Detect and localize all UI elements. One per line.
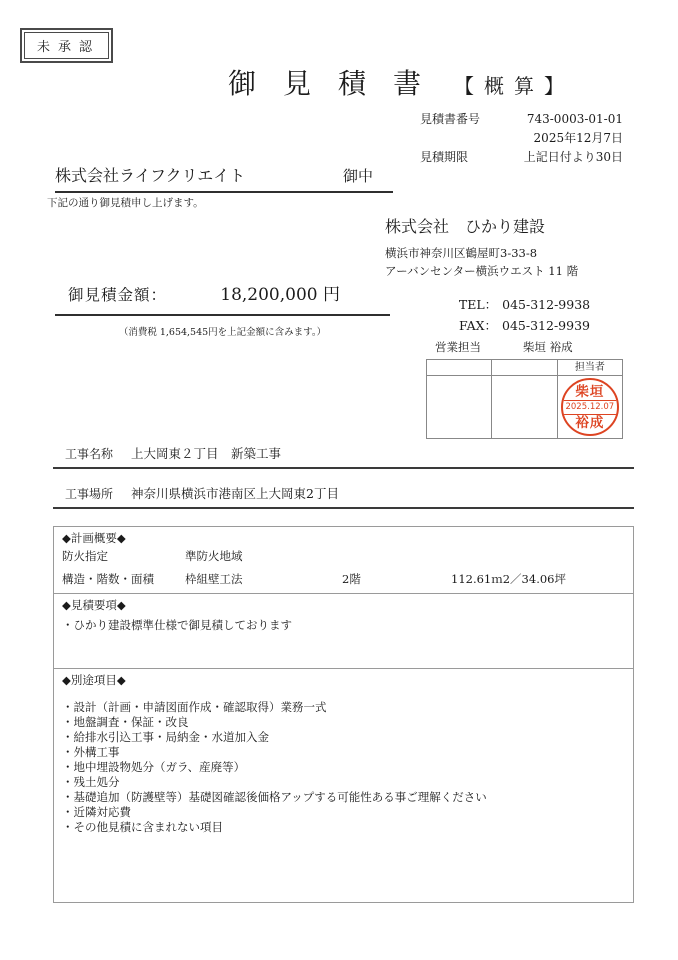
customer-line (55, 163, 393, 193)
issuer-address-line2: アーバンセンター横浜ウエスト 11 階 (385, 264, 579, 278)
separate-item: ・近隣対応費 (62, 805, 131, 819)
project-location-row (53, 484, 634, 509)
structure-area: 112.61ｍ2／34.06坪 (451, 572, 566, 586)
estimate-date-row (420, 129, 623, 148)
detail-box (53, 526, 634, 903)
estimate-number-value: 743-0003-01-01 (526, 112, 623, 126)
approval-col-2-header (492, 360, 557, 376)
project-name-value: 上大岡東２丁目 新築工事 (131, 446, 282, 461)
amount-value: 18,200,000 円 (220, 285, 340, 305)
approval-table (426, 359, 623, 439)
hanko-given-name: 裕成 (575, 414, 605, 431)
separate-item: ・外構工事 (62, 745, 120, 759)
approval-col-1-header (427, 360, 492, 376)
structure-floors: 2階 (342, 572, 361, 586)
amount-row (55, 280, 390, 316)
unapproved-stamp (20, 28, 113, 63)
estimate-deadline-label: 見積期限 (420, 150, 469, 164)
tel-number: 045-312-9938 (502, 297, 591, 312)
estimate-number-label: 見積書番号 (420, 112, 481, 126)
fire-designation-label: 防火指定 (62, 549, 108, 563)
separate-item: ・基礎追加（防護壁等）基礎図確認後価格アップする可能性ある事ご理解ください (62, 790, 487, 804)
sales-name: 柴垣 裕成 (523, 340, 573, 354)
estimate-deadline-value: 上記日付より30日 (523, 150, 623, 164)
unapproved-label: 未承認 (37, 40, 101, 55)
document-title (228, 62, 574, 102)
document-title-main: 御見積書 (228, 67, 449, 100)
separate-items-section (54, 669, 633, 902)
estimate-terms-item: ・ひかり建設標準仕様で御見積しております (62, 618, 292, 632)
tel-label: TEL： (458, 297, 498, 312)
sales-label: 営業担当 (435, 340, 481, 354)
separate-item: ・残土処分 (62, 775, 120, 789)
separate-item: ・地中埋設物処分（ガラ、産廃等） (62, 760, 246, 774)
separate-item: ・設計（計画・申請図面作成・確認取得）業務一式 (62, 700, 327, 714)
fax-label: FAX： (459, 318, 498, 333)
issuer-address-line1: 横浜市神奈川区鶴屋町3-33-8 (385, 246, 538, 260)
hanko-stamp (561, 378, 619, 436)
project-name-row (53, 444, 634, 469)
structure-label: 構造・階数・面積 (62, 572, 154, 586)
hanko-surname: 柴垣 (575, 383, 605, 400)
structure-method: 枠組壁工法 (185, 572, 243, 586)
hanko-date: 2025.12.07 (563, 400, 617, 415)
separate-item: ・地盤調査・保証・改良 (62, 715, 189, 729)
document-title-suffix: 【概算】 (454, 74, 575, 98)
approval-table-header (427, 360, 623, 376)
approval-cell-3 (557, 376, 622, 439)
customer-name: 株式会社ライフクリエイト (55, 166, 246, 185)
project-location-value: 神奈川県横浜市港南区上大岡東2丁目 (131, 486, 339, 501)
estimate-terms-section (54, 594, 633, 669)
unapproved-stamp-inner (24, 32, 109, 59)
estimate-date-value: 2025年12月7日 (533, 131, 623, 145)
customer-honorific: 御中 (342, 167, 373, 185)
separate-items-header: ◆別途項目◆ (62, 673, 126, 687)
issuer-block (385, 214, 578, 280)
fire-designation-value: 準防火地域 (185, 549, 243, 563)
project-location-label: 工事場所 (65, 487, 114, 501)
fire-designation-row (62, 545, 625, 568)
separate-item: ・その他見積に含まれない項目 (62, 820, 223, 834)
estimate-meta (420, 110, 623, 167)
structure-row (62, 568, 625, 591)
fax-line (426, 315, 623, 336)
issuer-company-name: 株式会社 ひかり建設 (385, 217, 546, 236)
greeting-text: 下記の通り御見積申し上げます。 (47, 197, 204, 209)
tax-note: （消費税 1,654,545円を上記金額に含みます。） (118, 327, 327, 338)
plan-overview-header: ◆計画概要◆ (62, 531, 126, 545)
approval-table-row (427, 376, 623, 439)
plan-overview-section (54, 527, 633, 594)
amount-label: 御見積金額： (68, 286, 168, 304)
tel-line (426, 294, 623, 315)
approval-cell-1 (427, 376, 492, 439)
estimate-terms-header: ◆見積要項◆ (62, 598, 126, 612)
separate-items-list (62, 700, 625, 835)
estimate-deadline-row (420, 148, 623, 167)
fax-number: 045-312-9939 (502, 318, 590, 333)
issuer-contact (426, 294, 623, 439)
separate-item: ・給排水引込工事・局納金・水道加入金 (62, 730, 269, 744)
approval-col-3-header: 担当者 (557, 360, 622, 376)
sales-contact-row (426, 340, 623, 355)
estimate-number-row (420, 110, 623, 129)
approval-cell-2 (492, 376, 557, 439)
project-name-label: 工事名称 (65, 447, 114, 461)
